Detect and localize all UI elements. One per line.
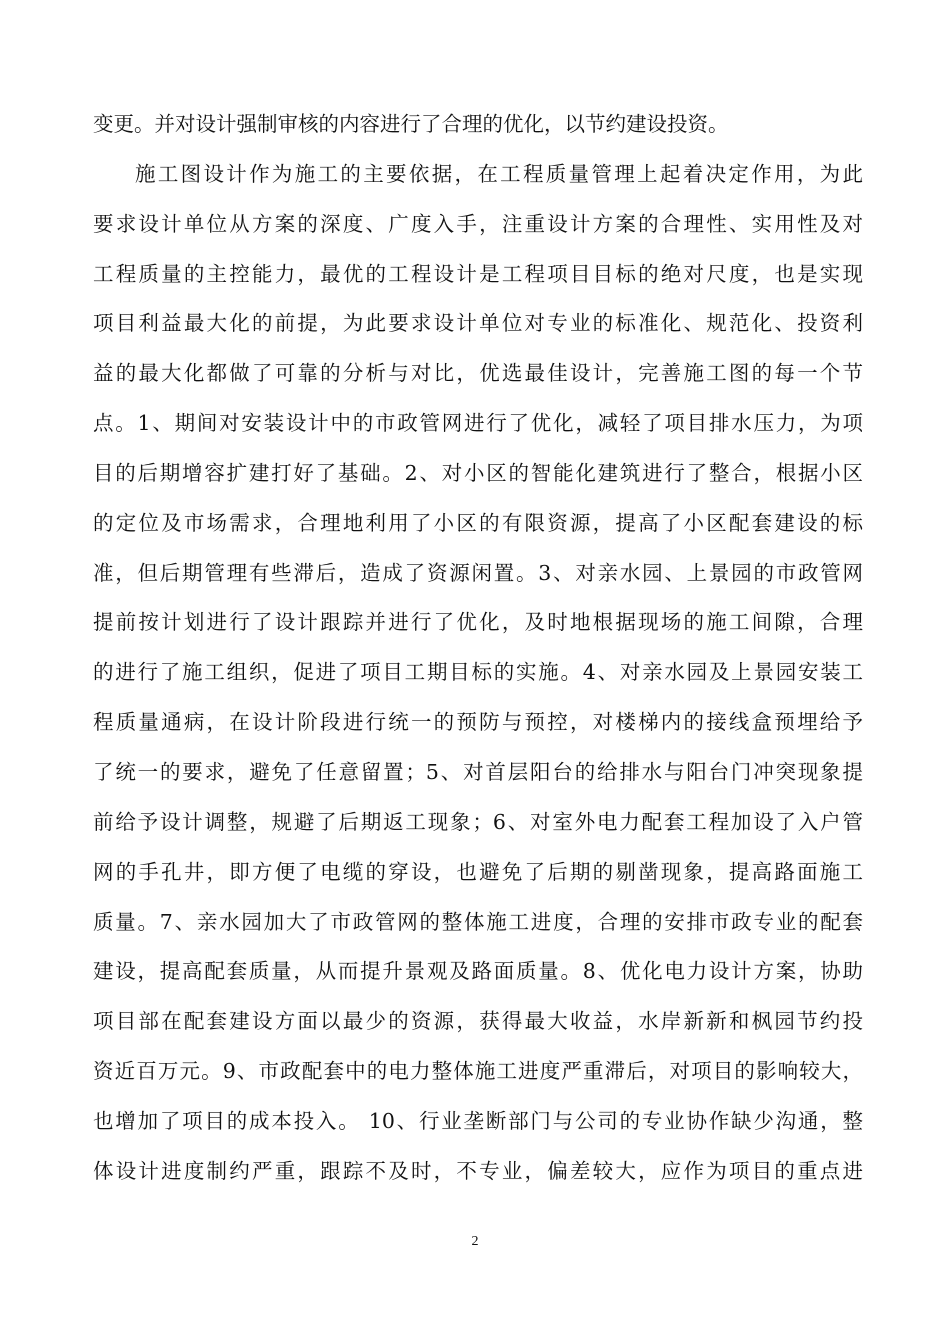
text-line: 建设，提高配套质量，从而提升景观及路面质量。8、优化电力设计方案，协助 [93,959,863,984]
text-line: 点。1、期间对安装设计中的市政管网进行了优化，减轻了项目排水压力，为项 [93,411,863,436]
text-line: 质量。7、亲水园加大了市政管网的整体施工进度，合理的安排市政专业的配套 [93,909,863,934]
text-line: 前给予设计调整，规避了后期返工现象；6、对室外电力配套工程加设了入户管 [93,809,863,834]
text-line: 准，但后期管理有些滞后，造成了资源闲置。3、对亲水园、上景园的市政管网 [93,560,863,585]
text-line: 项目部在配套建设方面以最少的资源，获得最大收益，水岸新新和枫园节约投 [93,1009,863,1034]
text-line: 程质量通病，在设计阶段进行统一的预防与预控，对楼梯内的接线盒预埋给予 [93,710,863,735]
text-line: 资近百万元。9、市政配套中的电力整体施工进度严重滞后，对项目的影响较大， [93,1059,863,1084]
text-line: 施工图设计作为施工的主要依据，在工程质量管理上起着决定作用，为此 [135,161,863,186]
page-number: 2 [471,1234,479,1249]
text-line: 益的最大化都做了可靠的分析与对比，优选最佳设计，完善施工图的每一个节 [93,361,863,386]
text-line: 要求设计单位从方案的深度、广度入手，注重设计方案的合理性、实用性及对 [93,211,863,236]
text-line: 变更。并对设计强制审核的内容进行了合理的优化，以节约建设投资。 [93,112,729,136]
text-line: 的定位及市场需求，合理地利用了小区的有限资源，提高了小区配套建设的标 [93,510,863,535]
text-line: 了统一的要求，避免了任意留置；5、对首层阳台的给排水与阳台门冲突现象提 [93,759,863,784]
text-line: 网的手孔井，即方便了电缆的穿设，也避免了后期的剔凿现象，提高路面施工 [93,859,863,884]
text-line: 也增加了项目的成本投入。 10、行业垄断部门与公司的专业协作缺少沟通，整 [93,1108,863,1133]
text-line: 提前按计划进行了设计跟踪并进行了优化，及时地根据现场的施工间隙，合理 [93,610,863,635]
body-text [93,100,863,1197]
text-line: 目的后期增容扩建打好了基础。2、对小区的智能化建筑进行了整合，根据小区 [93,460,863,485]
text-line: 的进行了施工组织，促进了项目工期目标的实施。4、对亲水园及上景园安装工 [93,660,863,685]
text-line: 体设计进度制约严重，跟踪不及时，不专业，偏差较大，应作为项目的重点进 [93,1158,863,1183]
text-line: 工程质量的主控能力，最优的工程设计是工程项目目标的绝对尺度，也是实现 [93,261,863,286]
text-line: 项目利益最大化的前提，为此要求设计单位对专业的标准化、规范化、投资利 [93,311,863,336]
